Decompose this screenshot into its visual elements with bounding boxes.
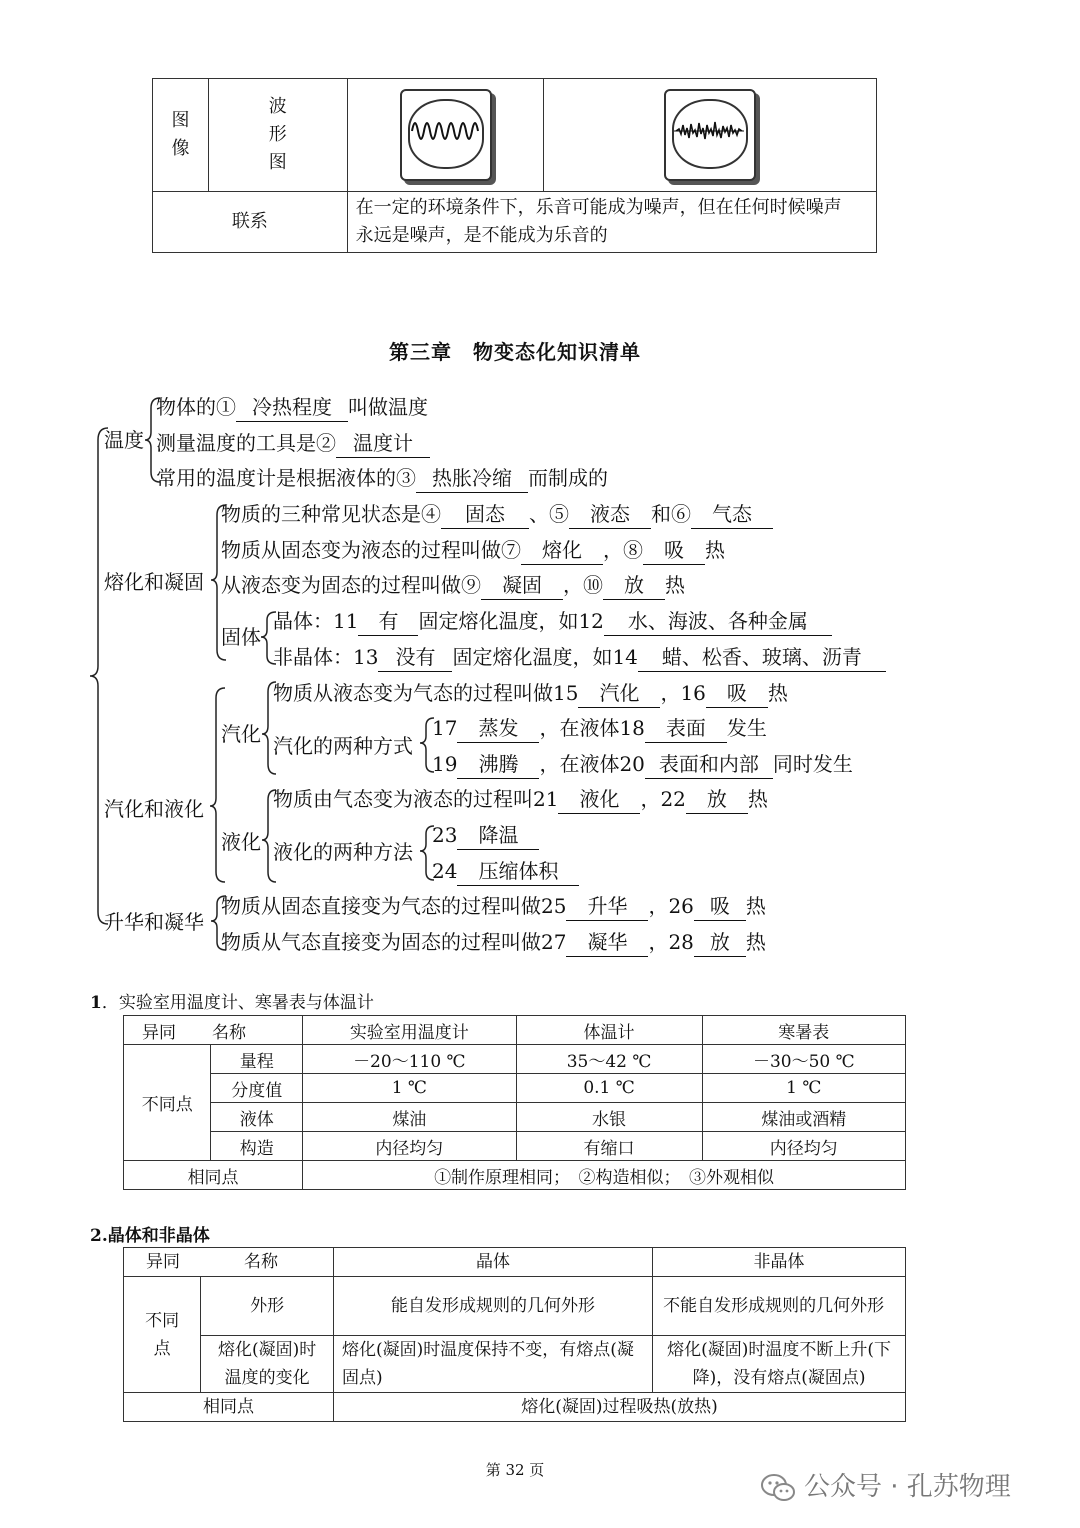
- thermo-head-weather: 寒暑表: [702, 1016, 905, 1045]
- crystal-row-label-shape: 外形: [201, 1277, 334, 1336]
- thermometer-table: [123, 1015, 906, 1190]
- tree-line-16: 物质从气态直接变为固态的过程叫做27 凝华 ，28 放 热: [221, 928, 766, 957]
- thermo-row-label: 分度值: [211, 1074, 303, 1103]
- thermo-cell: 内径均匀: [303, 1132, 516, 1161]
- node-vaporization-liquefaction: 汽化和液化: [104, 797, 204, 821]
- node-melting-solidifying: 熔化和凝固: [104, 570, 204, 594]
- thermo-head-clinical: 体温计: [516, 1016, 702, 1045]
- thermo-cell: 1 ℃: [303, 1074, 516, 1103]
- crystal-group-diff: 不同点: [124, 1277, 201, 1393]
- thermo-head-lab: 实验室用温度计: [303, 1016, 516, 1045]
- tree-line-13-head: 液化的两种方法: [273, 840, 413, 864]
- tree-line-7: 晶体：11 有 固定熔化温度，如12 水、海波、各种金属: [273, 607, 832, 636]
- crystal-temp-cell: 熔化(凝固)时温度保持不变，有熔点(凝固点): [334, 1336, 653, 1393]
- tree-line-11: 19 沸腾 ，在液体20 表面和内部 同时发生: [432, 750, 853, 779]
- tree-line-13: 23 降温: [432, 821, 539, 850]
- tree-line-9: 物质从液态变为气态的过程叫做15 汽化 ，16 吸 热: [273, 679, 788, 708]
- thermo-cell: 有缩口: [516, 1132, 702, 1161]
- section-1-title: 1．实验室用温度计、寒暑表与体温计: [90, 993, 374, 1013]
- wechat-icon: [760, 1473, 796, 1503]
- crystal-head-crystal: 晶体: [334, 1248, 653, 1277]
- thermo-group-diff: 不同点: [124, 1045, 211, 1161]
- waveform-label: 波形图: [268, 96, 287, 173]
- node-vaporization: 汽化: [221, 722, 261, 746]
- amorphous-temp-cell: 熔化(凝固)时温度不断上升(下降)，没有熔点(凝固点): [653, 1336, 906, 1393]
- node-temperature: 温度: [104, 428, 144, 452]
- thermo-cell: 煤油: [303, 1103, 516, 1132]
- tree-line-10-head: 汽化的两种方式: [273, 734, 413, 758]
- tree-line-4: 物质的三种常见状态是④ 固态 、⑤ 液态 和⑥ 气态: [221, 500, 773, 529]
- node-sublimation-deposition: 升华和凝华: [104, 910, 204, 934]
- watermark: [760, 1466, 1011, 1503]
- crystal-head-diff-name: 异同 名称: [124, 1248, 334, 1277]
- thermo-cell: 内径均匀: [702, 1132, 905, 1161]
- crystal-same-text: 熔化(凝固)过程吸热(放热): [334, 1393, 906, 1422]
- relation-label: 联系: [153, 192, 348, 253]
- crystal-table: [123, 1247, 906, 1422]
- crystal-head-amorphous: 非晶体: [653, 1248, 906, 1277]
- tree-line-1: 物体的① 冷热程度 叫做温度: [156, 393, 428, 422]
- thermo-cell: 水银: [516, 1103, 702, 1132]
- amorphous-shape-cell: 不能自发形成规则的几何外形: [653, 1277, 906, 1336]
- thermo-cell: －20～110 ℃: [303, 1045, 516, 1074]
- watermark-text: 公众号 · 孔苏物理: [804, 1472, 1011, 1502]
- relation-text-line-1: 在一定的环境条件下，乐音可能成为噪声，但在任何时候噪声: [355, 197, 842, 218]
- section-2-title: 2.晶体和非晶体: [90, 1226, 210, 1246]
- crystal-same-label: 相同点: [124, 1393, 334, 1422]
- thermo-cell: 1 ℃: [702, 1074, 905, 1103]
- thermo-same-label: 相同点: [124, 1161, 303, 1190]
- tree-line-6: 从液态变为固态的过程叫做⑨ 凝固 ，⑩ 放 热: [221, 571, 685, 600]
- node-solid: 固体: [221, 625, 261, 649]
- tree-line-15: 物质从固态直接变为气态的过程叫做25 升华 ，26 吸 热: [221, 892, 766, 921]
- thermo-cell: 煤油或酒精: [702, 1103, 905, 1132]
- thermo-cell: －30～50 ℃: [702, 1045, 905, 1074]
- crystal-row-label-temp: 熔化(凝固)时温度的变化: [201, 1336, 334, 1393]
- tree-line-8: 非晶体：13 没有 固定熔化温度，如14 蜡、松香、玻璃、沥青: [273, 643, 886, 672]
- tree-line-3: 常用的温度计是根据液体的③ 热胀冷缩 而制成的: [156, 464, 608, 493]
- tree-line-12: 物质由气态变为液态的过程叫21 液化 ，22 放 热: [273, 785, 768, 814]
- tree-line-5: 物质从固态变为液态的过程叫做⑦ 熔化 ，⑧ 吸 热: [221, 536, 725, 565]
- tree-line-10: 17 蒸发 ，在液体18 表面 发生: [432, 714, 767, 743]
- page-number: 第 32 页: [485, 1461, 545, 1479]
- thermo-cell: 35～42 ℃: [516, 1045, 702, 1074]
- thermo-head-diff-name: 异同 名称: [124, 1016, 303, 1045]
- thermo-cell: 0.1 ℃: [516, 1074, 702, 1103]
- node-liquefaction: 液化: [221, 830, 261, 854]
- thermo-row-label: 液体: [211, 1103, 303, 1132]
- thermo-same-text: ①制作原理相同； ②构造相似； ③外观相似: [303, 1161, 906, 1190]
- thermo-row-label: 构造: [211, 1132, 303, 1161]
- image-label: 图像: [171, 110, 190, 159]
- crystal-shape-cell: 能自发形成规则的几何外形: [334, 1277, 653, 1336]
- tree-line-14: 24 压缩体积: [432, 857, 579, 886]
- chapter-title: 第三章 物变态化知识清单: [389, 340, 641, 364]
- relation-text-line-2: 永远是噪声，是不能成为乐音的: [355, 225, 608, 246]
- thermo-row-label: 量程: [211, 1045, 303, 1074]
- tree-line-2: 测量温度的工具是② 温度计: [156, 429, 430, 458]
